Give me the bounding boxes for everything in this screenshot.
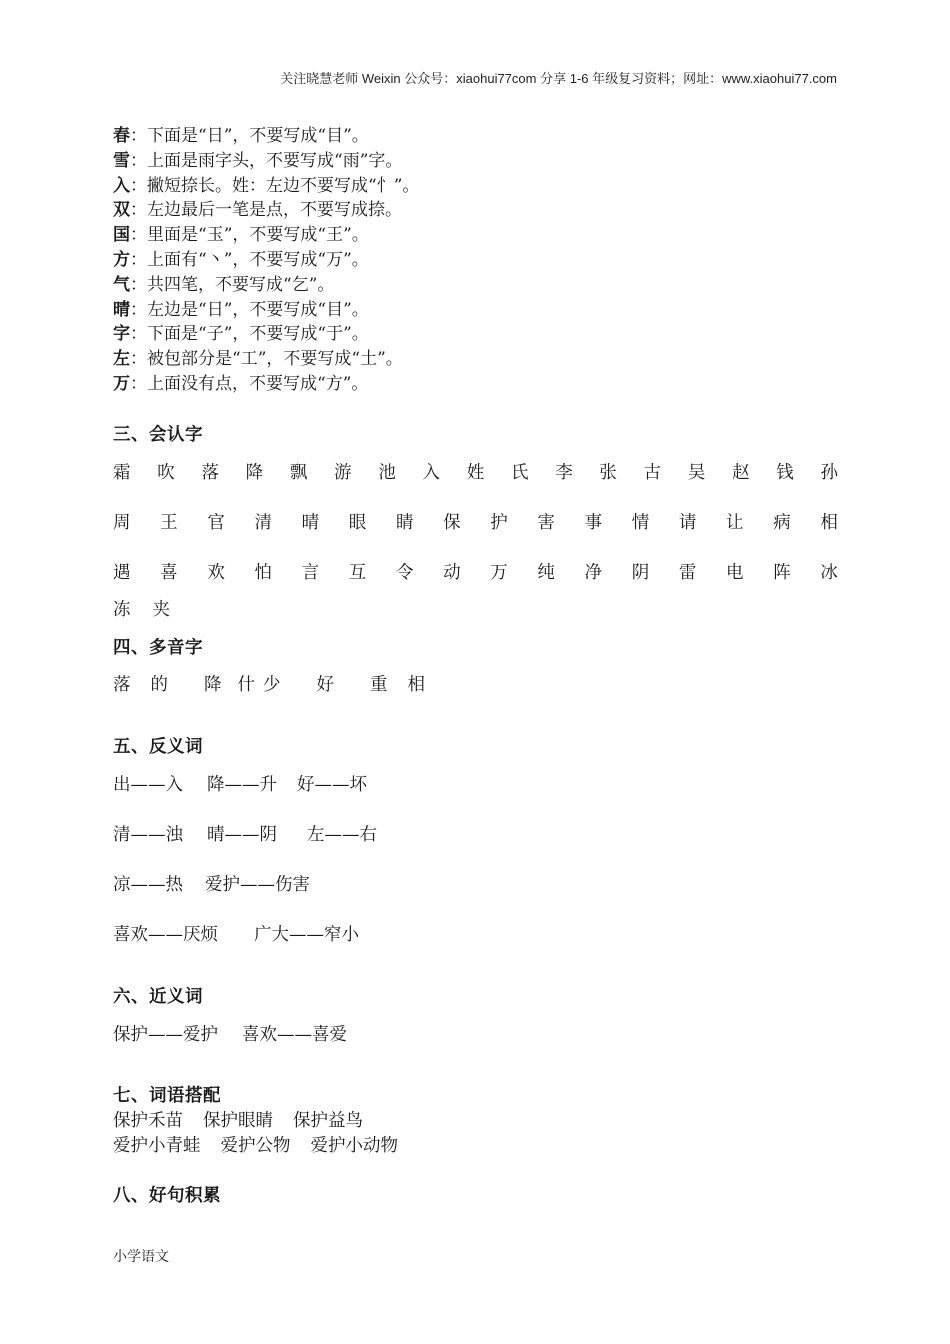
rule-char: 雪 [113,150,130,171]
rule-char: 国 [113,225,130,246]
synonym-pair: 喜欢——喜爱 [242,1024,347,1045]
char-item: 好 [316,674,334,695]
antonym-row-3 [113,873,838,898]
char-item: 万 [490,562,508,583]
rule-line [113,298,838,323]
char-item: 保 [443,512,461,533]
char-item: 言 [301,562,320,583]
char-item: 冰 [820,562,838,583]
collocation-row-2 [113,1134,838,1159]
char-item: 净 [584,562,603,583]
char-item: 降 [245,462,264,483]
section-8-title: 八、好句积累 [113,1185,221,1206]
sec3-line-2 [113,511,838,536]
antonym-pair: 凉——热 [113,874,183,895]
rule-char: 晴 [113,299,130,320]
rule-char: 字 [113,324,130,345]
char-item: 喜 [160,562,178,583]
rule-text: ：左边最后一笔是点，不要写成捺。 [130,200,402,221]
rule-text: ：撇短捺长。姓：左边不要写成“忄”。 [130,175,420,196]
collocation-item: 爱护小青蛙 [113,1135,201,1156]
char-item: 氏 [510,462,529,483]
char-item: 冻 [113,599,131,620]
char-item: 李 [555,462,573,483]
char-item: 晴 [301,512,320,533]
rule-text: ：下面是“日”，不要写成“目”。 [130,126,369,146]
char-item: 官 [207,512,225,533]
char-item: 落 [113,674,131,695]
char-item: 池 [378,462,396,483]
char-item: 互 [348,562,367,583]
rule-char: 气 [113,274,130,295]
rule-line [113,248,838,273]
char-item: 入 [422,462,441,483]
char-item: 姓 [466,462,485,483]
char-item: 电 [726,562,744,583]
rule-char: 春 [113,126,130,146]
section-5-title: 五、反义词 [113,736,203,757]
char-item: 欢 [207,562,225,583]
antonym-pair: 清——浊 [113,824,183,845]
antonym-row-4 [113,923,838,948]
antonym-pair: 晴——阴 [207,824,277,845]
rule-char: 万 [113,373,130,394]
char-item: 少 [263,674,281,695]
char-item: 雷 [678,562,697,583]
rule-char: 入 [113,175,130,196]
char-item: 事 [584,512,603,533]
rule-char: 方 [113,249,130,270]
char-item: 赵 [732,462,750,483]
char-item: 纯 [537,562,555,583]
synonym-row [113,1023,838,1048]
collocation-item: 保护眼睛 [203,1110,273,1131]
rule-text: ：共四笔，不要写成“乞”。 [130,274,335,295]
char-item: 护 [490,512,508,533]
rule-text: ：上面有“丶”，不要写成“万”。 [130,249,369,270]
char-item: 相 [407,674,425,695]
document-body [113,124,838,1209]
rule-text: ：左边是“日”，不要写成“目”。 [130,299,369,320]
section-3-title: 三、会认字 [113,424,203,445]
section-7-title: 七、词语搭配 [113,1085,221,1106]
rule-text: ：上面是雨字头，不要写成“雨”字。 [130,150,403,171]
rule-line [113,347,838,372]
sec4-line [113,673,838,698]
char-item: 霜 [113,462,131,483]
section-6-title: 六、近义词 [113,986,203,1007]
char-item: 落 [201,462,219,483]
sec3-line-4 [113,598,838,623]
antonym-pair: 爱护——伤害 [205,874,310,895]
char-item: 什 [237,674,255,695]
antonym-row-2 [113,823,838,848]
page-header: 关注晓慧老师 Weixin 公众号：xiaohui77com 分享 1-6 年级复习资料；网址：www.xiaohui77.com [280,71,837,86]
page-footer: 小学语文 [113,1249,169,1265]
char-item: 古 [643,462,662,483]
antonym-row-1 [113,773,838,798]
char-item: 张 [599,462,617,483]
char-item: 害 [537,512,555,533]
antonym-pair: 广大——窄小 [254,924,359,945]
char-item: 病 [773,512,791,533]
rule-char: 双 [113,200,130,221]
rule-line [113,174,838,199]
rule-char: 左 [113,349,130,370]
collocation-item: 保护益鸟 [293,1110,363,1131]
antonym-pair: 出——入 [113,774,183,795]
rule-line [113,124,838,149]
char-item: 钱 [776,462,794,483]
rule-text: ：被包部分是“工”，不要写成“土”。 [130,349,403,370]
section-4-title: 四、多音字 [113,637,203,658]
char-item: 阴 [631,562,650,583]
char-item: 让 [726,512,744,533]
collocation-item: 爱护公物 [220,1135,291,1156]
sec3-line-1 [113,461,838,486]
char-item: 睛 [395,512,414,533]
char-item: 孙 [820,462,838,483]
char-item: 动 [443,562,461,583]
char-item: 遇 [113,562,131,583]
rule-line [113,223,838,248]
char-item: 游 [334,462,352,483]
antonym-pair: 左——右 [307,824,377,845]
char-item: 夹 [152,599,170,620]
char-item: 的 [150,674,168,695]
rule-line [113,198,838,223]
char-item: 怕 [254,562,272,583]
char-item: 周 [113,512,131,533]
rule-text: ：下面是“子”，不要写成“于”。 [130,324,369,345]
char-item: 眼 [348,512,367,533]
rule-line [113,273,838,298]
char-item: 情 [631,512,650,533]
rule-line [113,149,838,174]
antonym-pair: 喜欢——厌烦 [113,924,218,945]
sec3-line-3 [113,561,838,586]
collocation-row-1 [113,1109,838,1134]
char-item: 吹 [157,462,175,483]
char-item: 请 [678,512,697,533]
char-item: 令 [395,562,414,583]
collocation-item: 爱护小动物 [310,1135,398,1156]
rule-text: ：里面是“玉”，不要写成“王”。 [130,225,369,246]
rules-list [113,124,838,397]
rule-line [113,322,838,347]
rule-text: ：上面没有点，不要写成“方”。 [130,373,369,394]
collocation-item: 保护禾苗 [113,1110,183,1131]
char-item: 飘 [289,462,308,483]
rule-line [113,372,838,397]
char-item: 清 [254,512,272,533]
char-item: 王 [160,512,178,533]
char-item: 吴 [687,462,706,483]
char-item: 阵 [773,562,791,583]
synonym-pair: 保护——爱护 [113,1024,218,1045]
antonym-pair: 好——坏 [297,774,367,795]
char-item: 重 [370,674,388,695]
char-item: 相 [820,512,838,533]
antonym-pair: 降——升 [207,774,277,795]
char-item: 降 [204,674,222,695]
